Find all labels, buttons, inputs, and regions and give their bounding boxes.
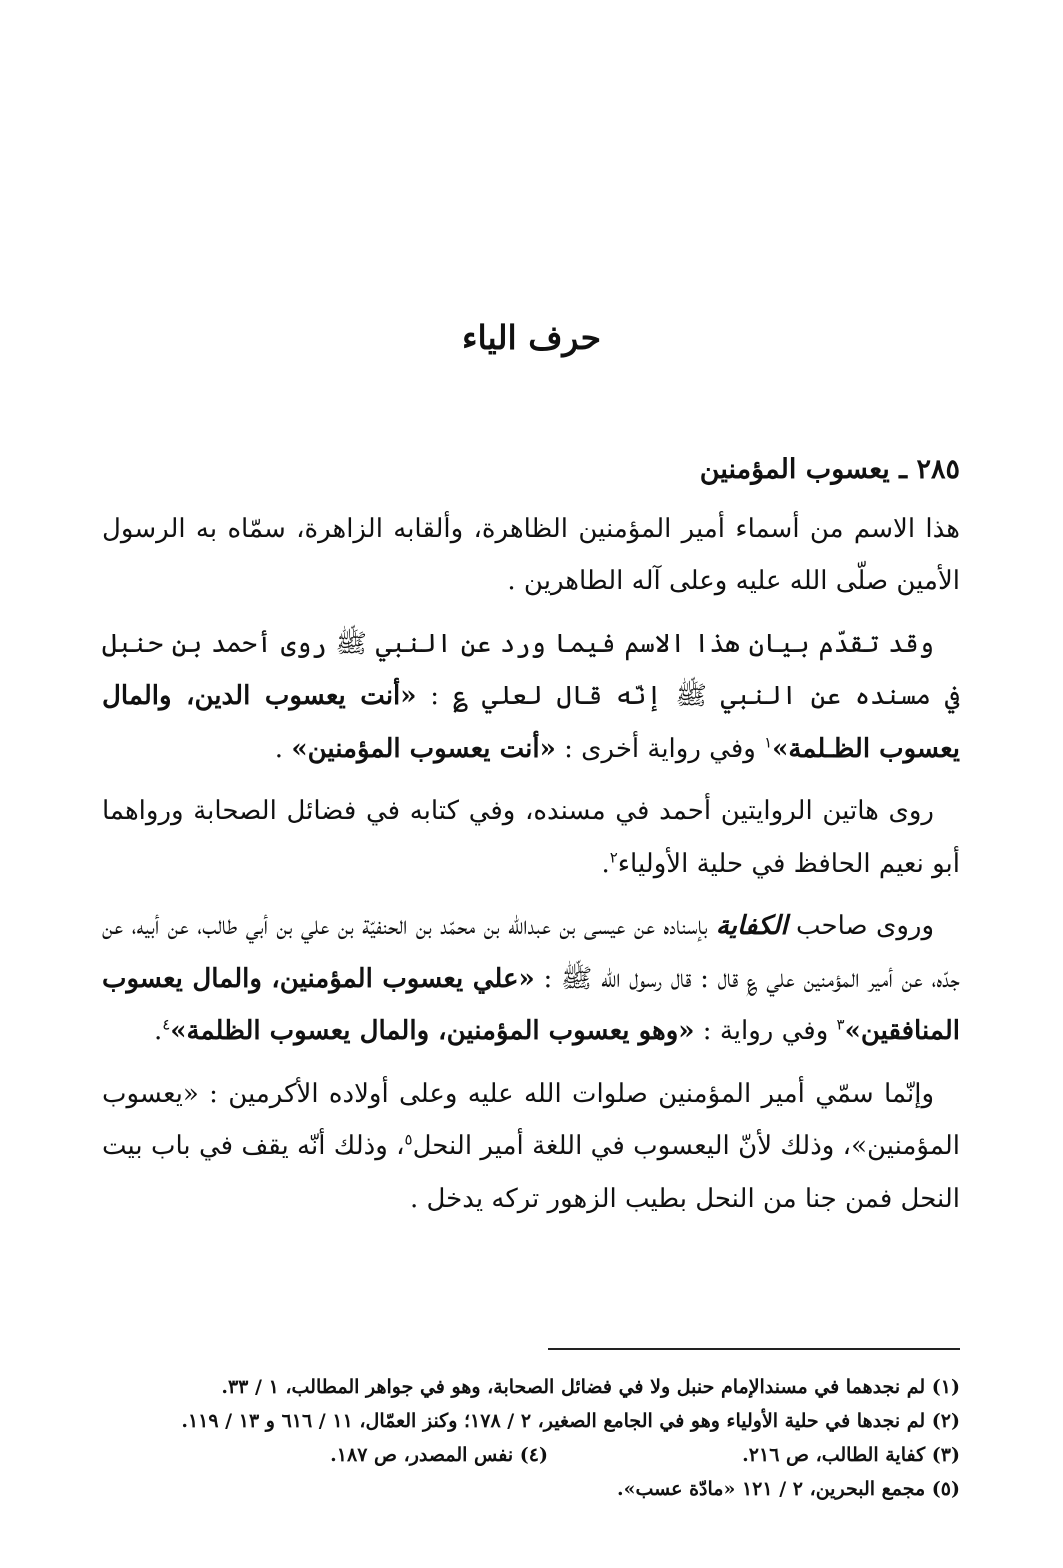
paragraph-1-text: هذا الاسم من أسماء أمير المؤمنين الظاهرة، وألقابه الزاهرة، سمّاه به الرسول الأمين صلّى الله عليه وعلى آله الطاهرين .: [102, 513, 960, 596]
paragraph-5-after: ، وذلك أنّه يقف في باب بيت النحل فمن جنا من النحل بطيب الزهور تركه يدخل .: [102, 1131, 960, 1214]
paragraph-4-middle2: وفي رواية :: [694, 1016, 837, 1046]
paragraph-4: [102, 900, 960, 1058]
quote-ali-yasub: «علي يعسوب المؤمنين، والمال يعسوب المنافقين»: [102, 963, 960, 1046]
footnote-ref-3: ٣: [836, 1015, 845, 1034]
paragraph-4-after: .: [153, 1016, 163, 1046]
footnote-2: (٢) لم نجدها في حلية الأولياء وهو في الجامع الصغير، ٢ / ١٧٨؛ وكنز العمّال، ١١ / ٦١٦ و ١٣ / ١١٩.: [181, 1410, 960, 1432]
footnote-ref-1: ١: [764, 732, 773, 751]
footnote-4: (٤) نفس المصدر، ص ١٨٧.: [330, 1444, 548, 1466]
footnote-1: (١) لم نجدهما في مسندالإمام حنبل ولا في فضائل الصحابة، وهو في جواهر المطالب، ١ / ٣٣.: [221, 1376, 960, 1398]
footnote-ref-4: ٤: [162, 1015, 171, 1034]
paragraph-2-after: .: [274, 733, 292, 764]
book-title-kifaya: الكفاية: [715, 911, 788, 941]
paragraph-2-before: وقد تقدّم بيان هذا الاسم فيما ورد عن النبي ﷺ روى أحمد بن حنبل في مسنده عن النبي ﷺ إنّه قال لعلي ؏ :: [102, 628, 960, 711]
quote-yasub-al-din: «أنت يعسوب الدين، والمال يعسوب الظـلمة»: [102, 681, 960, 764]
paragraph-2: [102, 618, 960, 776]
paragraph-3-text: روى هاتين الروايتين أحمد في مسنده، وفي كتابه في فضائل الصحابة ورواهما أبو نعيم الحافظ في حلية الأولياء: [102, 796, 960, 879]
chapter-title: حرف الياء: [461, 318, 602, 357]
paragraph-3: [102, 785, 960, 890]
footnotes: [102, 1370, 960, 1506]
paragraph-2-middle: وفي رواية أخرى :: [555, 733, 765, 764]
paragraph-4-before: وروى صاحب: [787, 911, 934, 941]
entry-body: [102, 444, 960, 1235]
footnote-ref-5: ٥: [404, 1130, 413, 1149]
entry-heading: ٢٨٥ ـ يعسوب المؤمنين: [699, 454, 960, 485]
footnote-5: (٥) مجمع البحرين، ٢ / ١٢١ «مادّة عسب».: [617, 1478, 960, 1500]
quote-yasub-al-muminin: «أنت يعسوب المؤمنين»: [291, 733, 556, 764]
footnote-row-3-4: [102, 1438, 960, 1472]
footnote-3: (٣) كفاية الطالب، ص ٢١٦.: [742, 1444, 960, 1466]
footnote-divider: [548, 1348, 960, 1350]
footnote-ref-2: ٢: [609, 847, 618, 866]
paragraph-4-middle: بإسناده عن عيسى بن عبدالله بن محمّد بن الحنفيّة بن علي بن أبي طالب، عن أبيه، عن جدّه، عن أمير المؤمنين علي ؏ قال : قال رسول الله ﷺ :: [102, 911, 961, 994]
paragraph-1: [102, 503, 960, 608]
paragraph-5: [102, 1068, 960, 1226]
paragraph-5-before: وإنّما سمّي أمير المؤمنين صلوات الله عليه وعلى أولاده الأكرمين : «يعسوب المؤمنين»، وذلك لأنّ اليعسوب في اللغة أمير النحل: [102, 1078, 961, 1161]
paragraph-3-after: .: [601, 848, 610, 879]
quote-wa-huwa-yasub: «وهو يعسوب المؤمنين، والمال يعسوب الظلمة»: [170, 1016, 695, 1046]
